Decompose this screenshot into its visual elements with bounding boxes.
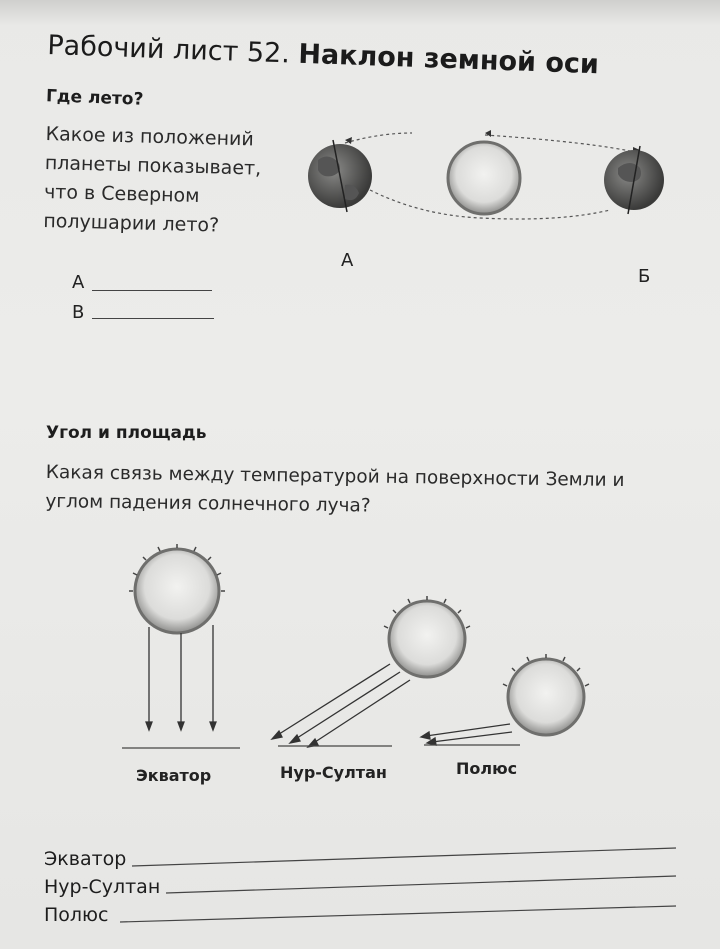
answer-equator-label: Экватор	[44, 848, 127, 870]
title-prefix: Рабочий лист 52.	[46, 30, 291, 70]
sun-icon	[448, 142, 520, 214]
equator-rays	[146, 625, 216, 730]
answer-pole-label: Полюс	[44, 904, 109, 926]
caption-city: Нур-Султан	[280, 763, 387, 782]
earth-b-icon	[604, 146, 664, 214]
caption-pole: Полюс	[456, 759, 518, 778]
answer-city-line[interactable]	[166, 876, 676, 893]
orbit-position-a: А	[341, 250, 354, 271]
answer-city-label: Нур-Султан	[44, 876, 161, 898]
earth-a-icon	[308, 140, 372, 212]
answer-a-label: А	[72, 272, 85, 293]
city-rays	[272, 664, 410, 747]
answer-equator-line[interactable]	[132, 848, 676, 866]
sun-city-icon	[384, 596, 470, 677]
pole-rays	[421, 724, 512, 745]
section2-heading: Угол и площадь	[46, 423, 207, 443]
orbit-position-b: Б	[638, 266, 651, 287]
caption-equator: Экватор	[136, 766, 212, 785]
answer-b-label: В	[72, 302, 85, 323]
title-main: Наклон земной оси	[297, 38, 600, 81]
sun-equator-icon	[129, 544, 225, 633]
sun-pole-icon	[503, 654, 589, 735]
section1-heading: Где лето?	[45, 86, 144, 110]
section2-question: Какая связь между температурой на поверхности Земли и углом падения солнечного луча?	[45, 461, 625, 517]
answer-pole-line[interactable]	[120, 906, 676, 922]
section1-question: Какое из положений планеты показывает, что в Северном полушарии лето?	[43, 122, 262, 237]
